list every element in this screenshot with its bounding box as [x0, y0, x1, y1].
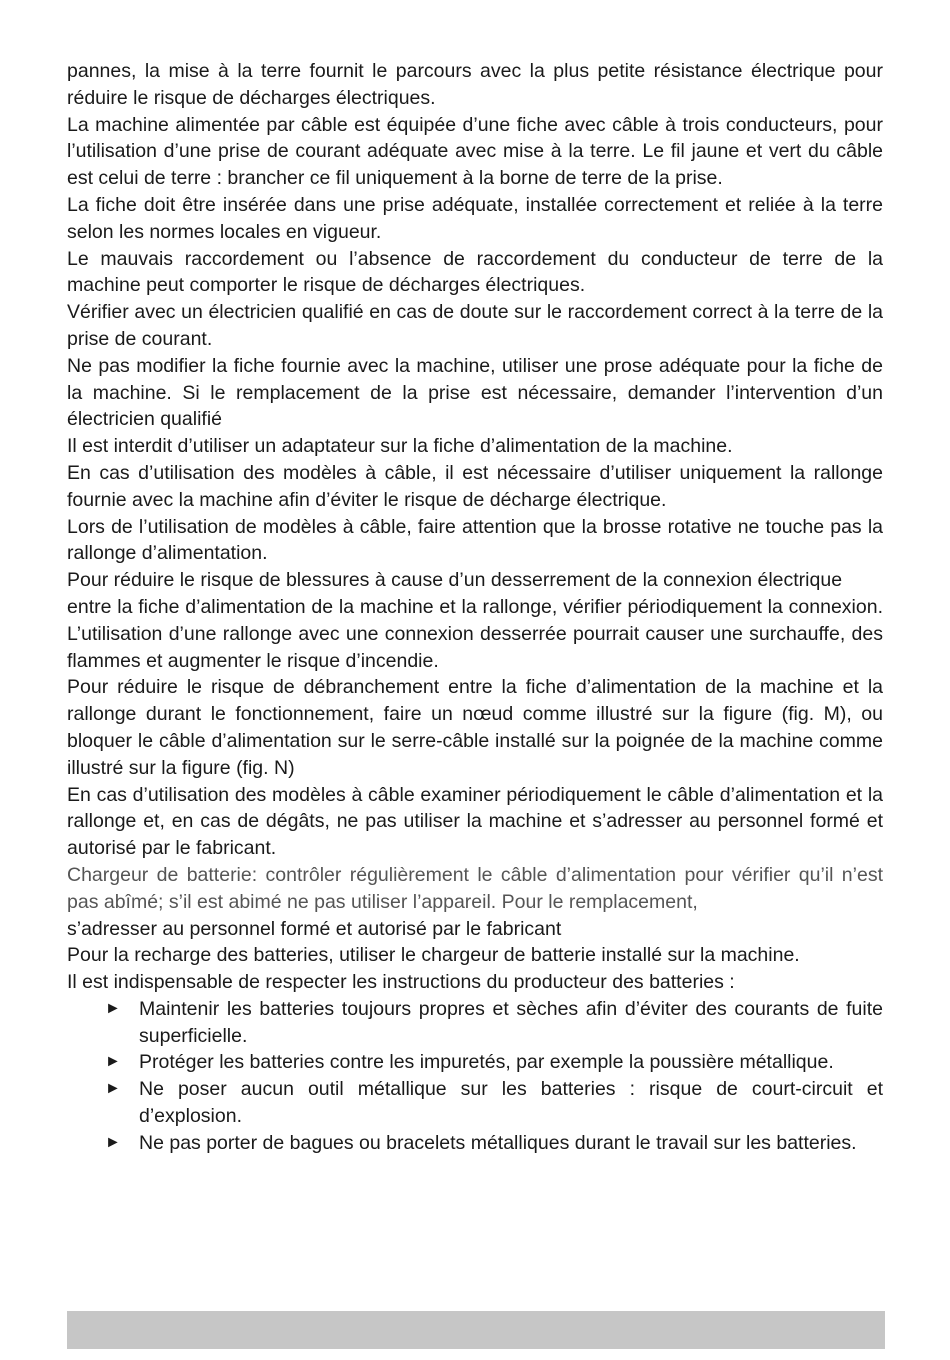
paragraph-use-supplied-extension: En cas d’utilisation des modèles à câble, il est nécessaire d’utiliser uniquement la rallonge fournie avec la machine afin d’éviter le risque de décharge électrique.: [67, 461, 883, 511]
paragraph-inspect-cable: En cas d’utilisation des modèles à câble examiner périodiquement le câble d’alimentation et la rallonge et, en cas de dégâts, ne pas utiliser la machine et s’adresser au personnel formé et autorisé par le fabricant.: [67, 783, 883, 860]
paragraph-recharge: Pour la recharge des batteries, utiliser le chargeur de batterie installé sur la machine.: [67, 944, 800, 967]
list-item-text: Ne poser aucun outil métallique sur les batteries : risque de court-circuit et d’explosion.: [139, 1078, 883, 1128]
battery-instructions-list: [67, 996, 883, 1157]
paragraph-charger-note-gray: Chargeur de batterie: contrôler régulièrement le câble d’alimentation pour vérifier qu’il n’est pas abîmé; s’il est abimé ne pas utiliser l’appareil. Pour le remplacement,: [67, 863, 883, 913]
list-item: [67, 1130, 883, 1157]
paragraph-instructions-intro: Il est indispensable de respecter les instructions du producteur des batteries :: [67, 971, 735, 994]
list-item: [67, 1076, 883, 1130]
paragraph-charger-note-rest: s’adresser au personnel formé et autorisé par le fabricant: [67, 917, 562, 940]
list-item-text: Ne pas porter de bagues ou bracelets métalliques durant le travail sur les batteries.: [139, 1131, 857, 1154]
paragraph-grounding-intro: pannes, la mise à la terre fournit le parcours avec la plus petite résistance électrique pour réduire le risque de décharges électriques.: [67, 60, 883, 109]
paragraph-three-conductor-plug: La machine alimentée par câble est équipée d’une fiche avec câble à trois conducteurs, pour l’utilisation d’une prise de courant adéquate avec mise à la terre. Le fil jaune et vert du câble est celui de terre : brancher ce fil uniquement à la borne de terre de la prise.: [67, 113, 883, 190]
list-item: [67, 996, 883, 1050]
paragraph-knot-cable: Pour réduire le risque de débranchement entre la fiche d’alimentation de la machine et la rallonge durant le fonctionnement, faire un nœud comme illustré sur la figure (fig. M), ou bloquer le câble d’alimentation sur le serre-câble installé sur la poignée de la machine comme illustré sur la figure (fig. N): [67, 676, 883, 779]
paragraph-plug-insertion: La fiche doit être insérée dans une prise adéquate, installée correctement et reliée à la terre selon les normes locales en vigueur.: [67, 193, 883, 243]
list-item-text: Maintenir les batteries toujours propres et sèches afin d’éviter des courants de fuite superficielle.: [139, 997, 883, 1047]
triangle-bullet-icon: ►: [105, 1133, 121, 1151]
triangle-bullet-icon: ►: [105, 1080, 121, 1098]
paragraph-bad-grounding: Le mauvais raccordement ou l’absence de raccordement du conducteur de terre de la machine peut comporter le risque de décharges électriques.: [67, 247, 883, 297]
list-item-text: Protéger les batteries contre les impuretés, par exemple la poussière métallique.: [139, 1051, 834, 1074]
paragraph-loose-connection-a: Pour réduire le risque de blessures à cause d’un desserrement de la connexion électrique: [67, 569, 843, 592]
triangle-bullet-icon: ►: [105, 999, 121, 1017]
paragraph-do-not-modify-plug: Ne pas modifier la fiche fournie avec la machine, utiliser une prose adéquate pour la fiche de la machine. Si le remplacement de la prise est nécessaire, demander l’intervention d’un électricien qualifié: [67, 354, 883, 431]
footer-bar: [67, 1311, 885, 1349]
page-body: [67, 58, 883, 1157]
paragraph-no-adapter: Il est interdit d’utiliser un adaptateur sur la fiche d’alimentation de la machine.: [67, 435, 733, 458]
paragraph-brush-cable: Lors de l’utilisation de modèles à câble, faire attention que la brosse rotative ne touche pas la rallonge d’alimentation.: [67, 515, 883, 565]
list-item: [67, 1049, 883, 1076]
triangle-bullet-icon: ►: [105, 1053, 121, 1071]
paragraph-check-electrician: Vérifier avec un électricien qualifié en cas de doute sur le raccordement correct à la terre de la prise de courant.: [67, 301, 883, 350]
paragraph-loose-connection-b: entre la fiche d’alimentation de la machine et la rallonge, vérifier périodiquement la connexion. L’utilisation d’une rallonge avec une connexion desserrée pourrait causer une surchauffe, des flammes et augmenter le risque d’incendie.: [67, 595, 883, 672]
